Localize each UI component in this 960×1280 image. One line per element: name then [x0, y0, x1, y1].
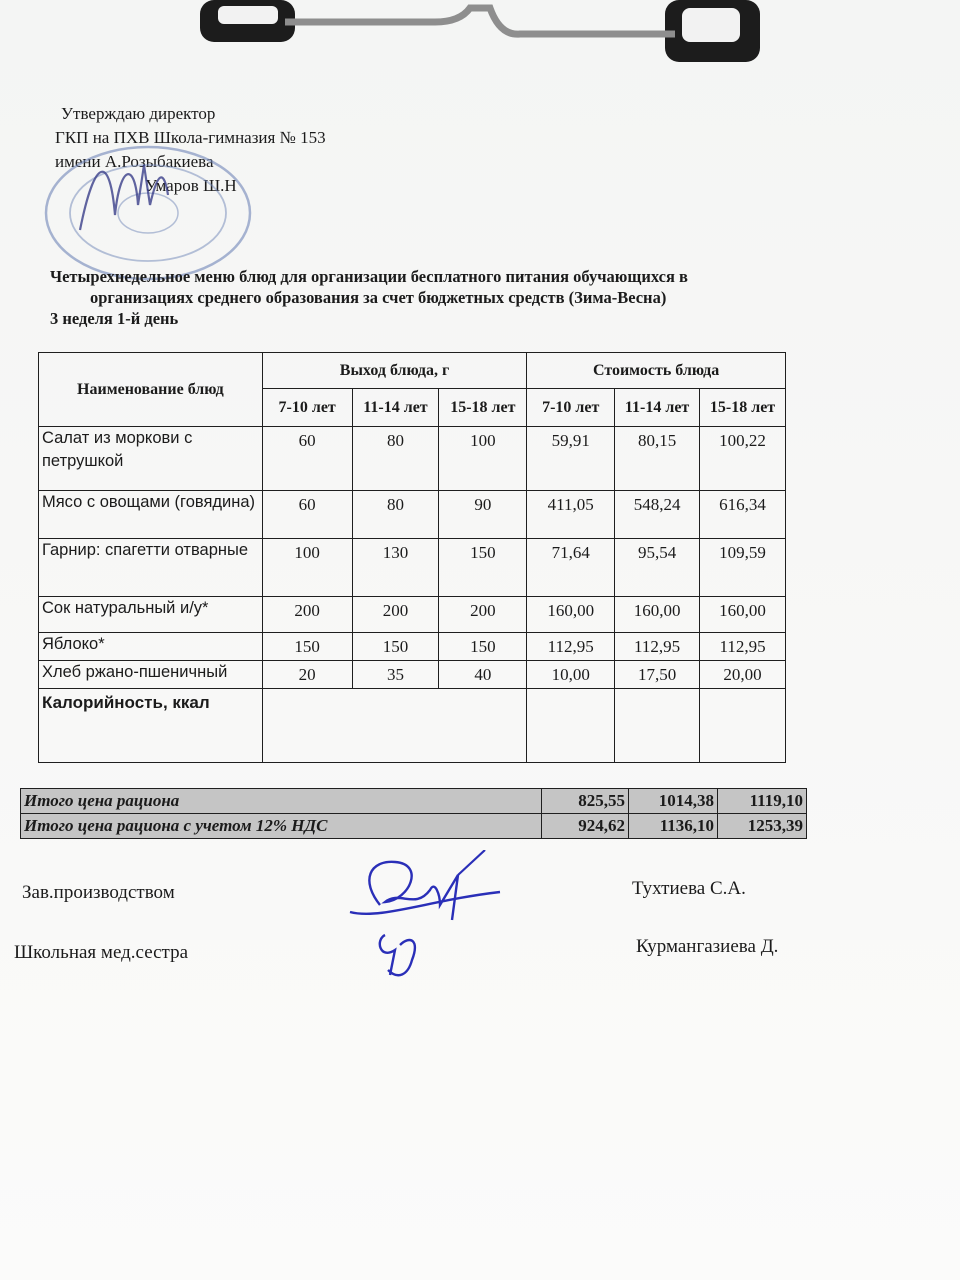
cost-cell: 411,05 — [527, 491, 615, 539]
approval-line-1: Утверждаю директор — [61, 104, 216, 123]
cost-cell: 10,00 — [527, 661, 615, 689]
yield-cell: 150 — [352, 633, 439, 661]
age-group: 11-14 лет — [352, 389, 439, 427]
yield-cell: 150 — [262, 633, 352, 661]
total-value: 1136,10 — [629, 814, 718, 839]
cost-cell: 548,24 — [615, 491, 700, 539]
calories-empty-cell — [527, 689, 615, 763]
dish-name: Яблоко* — [39, 633, 263, 661]
dish-name: Гарнир: спагетти отварные — [39, 539, 263, 597]
total-value: 924,62 — [542, 814, 629, 839]
header-dish-name: Наименование блюд — [39, 353, 263, 427]
table-row — [39, 427, 786, 491]
total-label: Итого цена рациона с учетом 12% НДС — [21, 814, 542, 839]
age-group: 11-14 лет — [615, 389, 700, 427]
header-cost: Стоимость блюда — [527, 353, 786, 389]
dish-name: Мясо с овощами (говядина) — [39, 491, 263, 539]
title-line-3: 3 неделя 1-й день — [50, 309, 179, 328]
cost-cell: 71,64 — [527, 539, 615, 597]
approval-line-3: имени А.Розыбакиева — [55, 152, 214, 171]
yield-cell: 80 — [352, 491, 439, 539]
age-group: 7-10 лет — [527, 389, 615, 427]
table-row — [39, 661, 786, 689]
table-row — [39, 539, 786, 597]
table-row — [39, 633, 786, 661]
age-group: 7-10 лет — [262, 389, 352, 427]
age-group: 15-18 лет — [700, 389, 786, 427]
cost-cell: 59,91 — [527, 427, 615, 491]
cost-cell: 80,15 — [615, 427, 700, 491]
cost-cell: 112,95 — [527, 633, 615, 661]
official-stamp-icon — [40, 135, 265, 285]
yield-cell: 60 — [262, 427, 352, 491]
title-line-2: организациях среднего образования за счет бюджетных средств (Зима-Весна) — [90, 288, 667, 307]
cost-cell: 112,95 — [615, 633, 700, 661]
approval-line-2: ГКП на ПХВ Школа-гимназия № 153 — [55, 128, 326, 147]
header-yield: Выход блюда, г — [262, 353, 527, 389]
totals-table — [20, 788, 807, 839]
table-row — [39, 491, 786, 539]
yield-cell: 130 — [352, 539, 439, 597]
calories-empty-cell — [615, 689, 700, 763]
handwritten-signature-icon — [340, 850, 510, 990]
yield-cell: 150 — [439, 633, 527, 661]
yield-cell: 200 — [439, 597, 527, 633]
approval-line-4: Умаров Ш.Н — [145, 176, 237, 195]
yield-cell: 60 — [262, 491, 352, 539]
cost-cell: 160,00 — [615, 597, 700, 633]
yield-cell: 90 — [439, 491, 527, 539]
calories-row — [39, 689, 786, 763]
calories-label: Калорийность, ккал — [39, 689, 263, 763]
cost-cell: 160,00 — [527, 597, 615, 633]
production-role: Зав.производством — [22, 882, 175, 903]
total-with-vat-row — [21, 814, 807, 839]
clipboard-clip-icon — [190, 0, 770, 70]
yield-cell: 200 — [262, 597, 352, 633]
cost-cell: 95,54 — [615, 539, 700, 597]
yield-cell: 40 — [439, 661, 527, 689]
total-label: Итого цена рациона — [21, 789, 542, 814]
menu-table — [38, 352, 786, 763]
document-title — [50, 266, 810, 329]
yield-cell: 80 — [352, 427, 439, 491]
production-name: Тухтиева С.А. — [632, 878, 746, 899]
yield-cell: 200 — [352, 597, 439, 633]
yield-cell: 150 — [439, 539, 527, 597]
cost-cell: 17,50 — [615, 661, 700, 689]
nurse-role: Школьная мед.сестра — [14, 942, 189, 963]
age-group: 15-18 лет — [439, 389, 527, 427]
nurse-name: Курмангазиева Д. — [636, 936, 779, 957]
cost-cell: 20,00 — [700, 661, 786, 689]
dish-name: Хлеб ржано-пшеничный — [39, 661, 263, 689]
title-line-1: Четырехнедельное меню блюд для организации бесплатного питания обучающихся в — [50, 267, 688, 286]
calories-empty-cell — [700, 689, 786, 763]
calories-empty-cell — [262, 689, 527, 763]
dish-name: Сок натуральный и/у* — [39, 597, 263, 633]
cost-cell: 160,00 — [700, 597, 786, 633]
dish-name: Салат из моркови с петрушкой — [39, 427, 263, 491]
yield-cell: 100 — [439, 427, 527, 491]
cost-cell: 100,22 — [700, 427, 786, 491]
yield-cell: 35 — [352, 661, 439, 689]
total-value: 1253,39 — [718, 814, 807, 839]
cost-cell: 616,34 — [700, 491, 786, 539]
total-value: 1014,38 — [629, 789, 718, 814]
cost-cell: 109,59 — [700, 539, 786, 597]
table-row — [39, 597, 786, 633]
total-value: 825,55 — [542, 789, 629, 814]
cost-cell: 112,95 — [700, 633, 786, 661]
table-header-row — [39, 353, 786, 389]
yield-cell: 100 — [262, 539, 352, 597]
yield-cell: 20 — [262, 661, 352, 689]
total-row — [21, 789, 807, 814]
total-value: 1119,10 — [718, 789, 807, 814]
